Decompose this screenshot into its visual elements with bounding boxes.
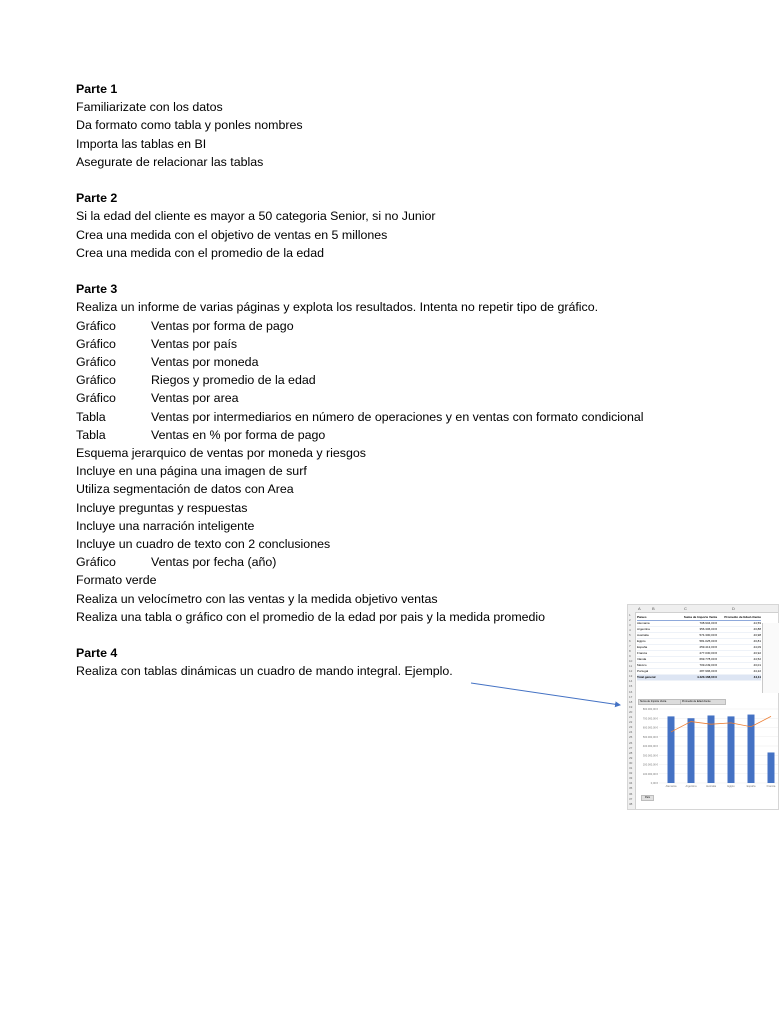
- row-number: 18: [629, 699, 633, 704]
- column-letter: B: [652, 606, 655, 611]
- row-number: 10: [629, 658, 633, 663]
- row-number: 4: [629, 628, 631, 633]
- section-heading: Parte 3: [76, 282, 118, 297]
- section-heading: Parte 2: [76, 191, 118, 206]
- row-number: 12: [629, 669, 633, 674]
- row-number: 5: [629, 633, 631, 638]
- instruction-text: Esquema jerarquico de ventas por moneda y riesgos: [76, 446, 366, 461]
- y-tick-label: 600.000,00 €: [642, 726, 658, 730]
- instruction-text: Ventas por forma de pago: [151, 318, 294, 333]
- instruction-text: Riegos y promedio de la edad: [151, 373, 316, 388]
- y-tick-label: 0,00 €: [650, 782, 658, 785]
- instruction-text: Realiza una tabla o gráfico con el promedio de la edad por pais y la medida promedio: [76, 609, 546, 624]
- pivot-cell: Egipto: [637, 639, 646, 643]
- row-number: 22: [629, 720, 633, 725]
- row-number: 20: [629, 709, 633, 714]
- row-number: 29: [629, 755, 633, 760]
- pivot-cell: 43,92: [753, 651, 761, 655]
- bar: [768, 752, 775, 783]
- row-number: 24: [629, 730, 633, 735]
- pivot-cell: 43,81: [753, 639, 761, 643]
- section-heading: Parte 4: [76, 646, 118, 661]
- instruction-text: Ventas por moneda: [151, 355, 259, 370]
- instruction-text: Realiza un velocímetro con las ventas y la medida objetivo ventas: [76, 591, 438, 606]
- row-number: 19: [629, 704, 633, 709]
- pivot-cell: Suma de Importe Venta: [683, 615, 717, 619]
- column-letter: D: [732, 606, 735, 611]
- x-tick-label: Australia: [705, 785, 717, 788]
- pivot-cell: Portugal: [637, 669, 649, 673]
- row-number: 38: [629, 801, 633, 806]
- instruction-text: Si la edad del cliente es mayor a 50 categoria Senior, si no Junior: [76, 209, 436, 224]
- pivot-cell: 44,59: [753, 621, 761, 625]
- row-number: 27: [629, 745, 633, 750]
- item-type-label: Tabla: [76, 409, 106, 424]
- x-tick-label: Alemania: [665, 785, 677, 788]
- pivot-cell: Alemania: [637, 621, 650, 625]
- instruction-text: Ventas por fecha (año): [151, 555, 277, 570]
- y-tick-label: 800.000,00 €: [642, 708, 658, 711]
- row-number: 30: [629, 760, 633, 765]
- x-tick-label: España: [746, 785, 756, 788]
- pivot-cell: España: [637, 645, 648, 649]
- row-number: 37: [629, 796, 633, 801]
- y-tick-label: 300.000,00 €: [642, 754, 658, 758]
- row-number: 13: [629, 674, 633, 679]
- row-number: 32: [629, 771, 633, 776]
- pivot-cell: 259.413,00 €: [699, 645, 717, 649]
- instruction-text: Da formato como tabla y ponles nombres: [76, 118, 303, 133]
- instruction-text: Incluye preguntas y respuestas: [76, 500, 248, 515]
- instruction-text: Familiarizate con los datos: [76, 100, 223, 115]
- item-type-label: Gráfico: [76, 391, 116, 406]
- row-number: 36: [629, 791, 633, 796]
- row-number: 25: [629, 735, 633, 740]
- x-tick-label: Egipto: [727, 785, 735, 788]
- item-type-label: Gráfico: [76, 555, 116, 570]
- row-number: 2: [629, 618, 631, 623]
- chart-field-chip[interactable]: Suma de Importe Venta: [638, 699, 690, 705]
- instruction-text: Asegurate de relacionar las tablas: [76, 154, 264, 169]
- pivot-cell: 44,22: [753, 669, 761, 673]
- instruction-text: Incluye una narración inteligente: [76, 518, 255, 533]
- pivot-cell: 43,98: [753, 633, 761, 637]
- pivot-cell: 709.249,00 €: [699, 663, 717, 667]
- pivot-cell: 287.996,00 €: [699, 669, 717, 673]
- arrow-line: [471, 683, 620, 705]
- instruction-text: Ventas por intermediarios en número de operaciones y en ventas con formato condicional: [151, 409, 644, 424]
- pivot-cell: Argentina: [637, 627, 650, 631]
- item-type-label: Gráfico: [76, 373, 116, 388]
- row-number: 3: [629, 623, 631, 628]
- row-number: 23: [629, 725, 633, 730]
- y-tick-label: 500.000,00 €: [642, 735, 658, 739]
- instruction-text: Crea una medida con el promedio de la edad: [76, 245, 324, 260]
- pivot-cell: 43,01: [753, 663, 761, 667]
- pivot-cell: 4.423.168,00 €: [696, 675, 717, 679]
- x-tick-label: Argentina: [685, 785, 697, 788]
- pivot-cell: 574.300,00 €: [699, 633, 717, 637]
- row-number: 16: [629, 689, 633, 694]
- row-number: 11: [629, 664, 633, 668]
- row-number: 26: [629, 740, 633, 745]
- pivot-cell: México: [637, 663, 647, 667]
- row-number: 1: [629, 613, 631, 617]
- item-type-label: Tabla: [76, 427, 106, 442]
- pais-filter-button[interactable]: País: [641, 795, 654, 801]
- instruction-text: Ventas por país: [151, 336, 238, 351]
- column-letter: C: [684, 606, 687, 611]
- row-number: 6: [629, 638, 631, 643]
- pivot-cell: 708.904,00 €: [699, 621, 717, 625]
- instruction-text: Crea una medida con el objetivo de ventas en 5 millones: [76, 227, 388, 242]
- y-tick-label: 100.000,00 €: [642, 772, 658, 776]
- pivot-cell: 43,88: [753, 627, 761, 631]
- row-number: 15: [629, 684, 633, 689]
- section-heading: Parte 1: [76, 82, 118, 96]
- pivot-cell: Irlanda: [637, 657, 647, 661]
- pivot-cell: Total general: [637, 675, 656, 679]
- row-number: 7: [629, 643, 631, 648]
- instruction-text: Ventas en % por forma de pago: [151, 427, 326, 442]
- instruction-text: Incluye un cuadro de texto con 2 conclusiones: [76, 537, 331, 552]
- y-tick-label: 200.000,00 €: [642, 763, 658, 767]
- instruction-text: Utiliza segmentación de datos con Area: [76, 482, 294, 497]
- chart-field-chip[interactable]: Promedio de Edad cliente: [680, 699, 726, 705]
- row-number: 21: [629, 715, 633, 719]
- instruction-text: Ventas por area: [151, 391, 239, 406]
- instruction-text: Realiza un informe de varias páginas y explota los resultados. Intenta no repetir tipo de gráfico.: [76, 300, 599, 315]
- instruction-text: Formato verde: [76, 573, 157, 588]
- row-number: 17: [629, 694, 633, 699]
- row-number: 8: [629, 648, 631, 653]
- pivot-cell: Australia: [637, 633, 649, 637]
- row-number: 28: [629, 750, 633, 755]
- item-type-label: Gráfico: [76, 355, 116, 370]
- instruction-text: Importa las tablas en BI: [76, 136, 207, 151]
- column-letter: A: [638, 606, 641, 611]
- pivot-cell: 669.778,00 €: [699, 657, 717, 661]
- pivot-cell: 44,09: [753, 645, 761, 649]
- pivot-cell: 356.306,00 €: [699, 627, 717, 631]
- row-number: 9: [629, 653, 631, 658]
- pivot-cell: 581.025,00 €: [699, 639, 717, 643]
- pivot-cell: Paises: [637, 615, 647, 619]
- y-tick-label: 700.000,00 €: [642, 717, 658, 721]
- pivot-cell: 44,52: [753, 657, 761, 661]
- row-number: 14: [629, 679, 633, 684]
- row-number: 34: [629, 781, 633, 786]
- pivot-cell: 44,11: [753, 675, 761, 679]
- instruction-text: Realiza con tablas dinámicas un cuadro de mando integral. Ejemplo.: [76, 664, 453, 679]
- pivot-cell: Francia: [637, 651, 648, 655]
- instruction-text: Incluye en una página una imagen de surf: [76, 464, 307, 479]
- row-number: 31: [629, 766, 633, 770]
- pivot-cell: 277.030,00 €: [699, 651, 717, 655]
- row-number: 35: [629, 786, 633, 791]
- y-tick-label: 400.000,00 €: [642, 745, 658, 748]
- row-number: 33: [629, 776, 633, 781]
- item-type-label: Gráfico: [76, 318, 116, 333]
- pivot-cell: Promedio de Edad cliente: [724, 615, 761, 619]
- item-type-label: Gráfico: [76, 336, 116, 351]
- x-tick-label: Francia: [766, 785, 776, 788]
